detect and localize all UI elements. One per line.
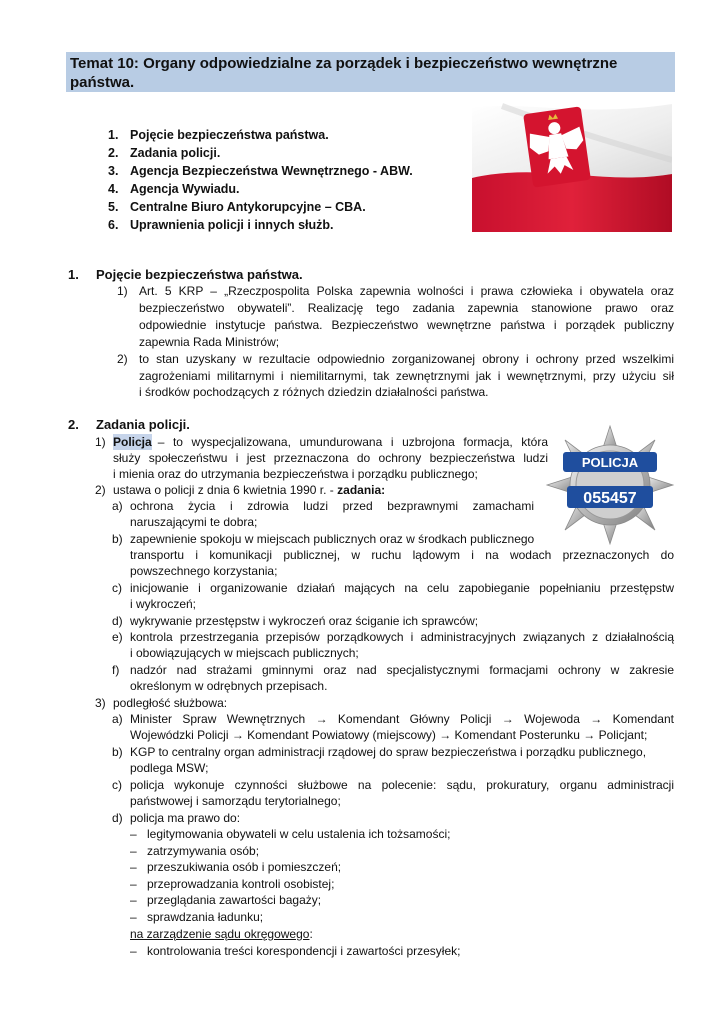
paragraph-line: nadzór nad strażami gminnymi oraz nad specjalistycznymi formacjami ochrony w zakresie	[130, 663, 674, 677]
paragraph-line: służy społeczeństwu i jest przeznaczona do ochrony bezpieczeństwa ludzi	[113, 451, 548, 465]
paragraph-line: naruszającymi te dobra;	[130, 515, 258, 529]
list-marker: c)	[112, 581, 122, 595]
paragraph-line: określonym w odrębnych przepisach.	[130, 679, 328, 693]
list-marker: b)	[112, 532, 123, 546]
paragraph-line: policja ma prawo do:	[130, 811, 241, 825]
toc-item: 5. Centralne Biuro Antykorupcyjne – CBA.	[108, 200, 366, 214]
dash-marker: –	[130, 944, 137, 958]
paragraph-line: i wykroczeń;	[130, 597, 197, 611]
list-marker: c)	[112, 778, 122, 792]
list-marker: d)	[112, 811, 123, 825]
paragraph-line: to stan uzyskany w rezultacie odpowiednio zorganizowanej obrony i ochrony przed wszelkimi	[139, 352, 674, 366]
list-item: przeglądania zawartości bagaży;	[147, 893, 322, 907]
list-marker: a)	[112, 499, 123, 513]
list-marker: d)	[112, 614, 123, 628]
list-marker: 1)	[95, 435, 106, 449]
dash-marker: –	[130, 893, 137, 907]
paragraph-line: odpowiednie instytucje państwa. Bezpieczeństwo wewnętrzne państwa i porządek publiczny	[139, 318, 674, 332]
list-item: legitymowania obywateli w celu ustalenia ich tożsamości;	[147, 827, 451, 841]
list-marker: e)	[112, 630, 123, 644]
paragraph-line: państwowej i samorządu terytorialnego;	[130, 794, 341, 808]
badge-number: 055457	[583, 490, 637, 507]
paragraph-line: podlega MSW;	[130, 761, 209, 775]
toc-item: 1. Pojęcie bezpieczeństwa państwa.	[108, 128, 329, 142]
paragraph-line: i obowiązujących w miejscach publicznych;	[130, 646, 359, 660]
dash-marker: –	[130, 877, 137, 891]
toc-item: 2. Zadania policji.	[108, 146, 221, 160]
toc-item: 3. Agencja Bezpieczeństwa Wewnętrznego - ABW.	[108, 164, 413, 178]
paragraph-line: podległość służbowa:	[113, 696, 228, 710]
list-item: kontrolowania treści korespondencji i zawartości przesyłek;	[147, 944, 461, 958]
paragraph-line: Art. 5 KRP – „Rzeczpospolita Polska zapewnia wolności i prawa człowieka i obywatela oraz	[139, 284, 674, 298]
list-item: sprawdzania ładunku;	[147, 910, 264, 924]
paragraph-line: bezpieczeństwo obywateli”. Realizację tego zadania zapewnia stanowione prawo oraz	[139, 301, 674, 315]
page-title: Temat 10: Organy odpowiedzialne za porządek i bezpieczeństwo wewnętrzne państwa.	[66, 52, 675, 92]
list-marker: f)	[112, 663, 120, 677]
paragraph-line: kontrola przestrzegania przepisów porządkowych i administracyjnych związanych z działalnością	[130, 630, 674, 644]
dash-marker: –	[130, 827, 137, 841]
dash-marker: –	[130, 860, 137, 874]
polish-flag-image	[472, 100, 672, 232]
toc-item: 6. Uprawnienia policji i innych służb.	[108, 218, 334, 232]
paragraph-line: inicjowanie i organizowanie działań mających na celu zapobieganie popełnianiu przestępstw	[130, 581, 674, 595]
paragraph-line: Policja – to wyspecjalizowana, umundurowana i uzbrojona formacja, która	[113, 435, 548, 449]
list-item: przeprowadzania kontroli osobistej;	[147, 877, 335, 891]
paragraph-line: i mienia oraz do utrzymania bezpieczeństwa i porządku publicznego;	[113, 467, 478, 481]
paragraph-line: ustawa o policji z dnia 6 kwietnia 1990 r. - zadania:	[113, 483, 386, 497]
dash-marker: –	[130, 910, 137, 924]
highlighted-term: Policja	[113, 435, 152, 449]
paragraph-line: zagrożeniami militarnymi i niemilitarnymi, tak zewnętrznymi jak i wewnętrznymi, przy użyciu sił	[139, 369, 674, 383]
police-badge-image	[545, 424, 675, 546]
toc-item: 4. Agencja Wywiadu.	[108, 182, 240, 196]
list-item: przeszukiwania osób i pomieszczeń;	[147, 860, 342, 874]
list-marker: b)	[112, 745, 123, 759]
subheading-court-order: na zarządzenie sądu okręgowego:	[130, 927, 313, 941]
paragraph-line: KGP to centralny organ administracji rządowej do spraw bezpieczeństwa i porządku publicznego,	[130, 745, 647, 759]
list-item: zatrzymywania osób;	[147, 844, 260, 858]
dash-marker: –	[130, 844, 137, 858]
paragraph-line: wykrywanie przestępstw i wykroczeń oraz ściganie ich sprawców;	[130, 614, 479, 628]
paragraph-line: zapewnia Rada Ministrów;	[139, 335, 280, 349]
list-marker: 2)	[95, 483, 106, 497]
document-page: Temat 10: Organy odpowiedzialne za porządek i bezpieczeństwo wewnętrzne państwa. 1. Pojęcie bezpieczeństwa państwa. 2. Zadania policji. 3. Agencja Bezpieczeństwa Wewnętrznego - ABW. 4. Agencja Wywiadu. 5. Centralne Biuro Antykorupcyjne – CBA. 6. Uprawnienia policji i innych służb. 1. Pojęcie bezpieczeństwa państwa. 1) Art. 5 KRP – „Rzeczpospolita Polska zapewnia wolności i prawa człowieka i obywatela oraz bezpieczeństwo obywateli”. Realizację tego zadania zapewnia stanowione prawo oraz odpowiednie instytucje państwa. Bezpieczeństwo wewnętrzne państwa i porządek publiczny zapewnia Rada Ministrów; 2) to stan uzyskany w rezultacie odpowiednio zorganizowanej obrony i ochrony przed wszelkimi zagrożeniami militarnymi i niemilitarnymi, tak zewnętrznymi jak i wewnętrznymi, przy użyciu sił i środków pochodzących z różnych dziedzin działalności państwa. 2. Zadania policji. POLICJA 055457 1) Policja – to wyspecjalizowana, umundurowana i uzbrojona formacja, która służy społeczeństwu i jest przeznaczona do ochrony bezpieczeństwa ludzi i mienia oraz do utrzymania bezpieczeństwa i porządku publicznego; 2) ustawa o policji z dnia 6 kwietnia 1990 r. - zadania: a) ochrona życia i zdrowia ludzi przed bezprawnymi zamachami naruszającymi te dobra; b) zapewnienie spokoju w miejscach publicznych oraz w środkach publicznego transportu i komunikacji publicznej, w ruchu lądowym i na wodach przeznaczonych do powszechnego korzystania; c) inicjowanie i organizowanie działań mających na celu zapobieganie popełnianiu przestępstw i wykroczeń; d) wykrywanie przestępstw i wykroczeń oraz ściganie ich sprawców; e) kontrola przestrzegania przepisów porządkowych i administracyjnych związanych z działalnością i obowiązujących w miejscach publicznych; f) nadzór nad strażami gminnymi oraz nad specjalistycznymi formacjami ochrony w zakresie określonym w odrębnych przepisach. 3) podległość służbowa: a) Minister Spraw Wewnętrznych → Komendant Główny Policji → Wojewoda → Komendant Wojewódzki Policji → Komendant Powiatowy (miejscowy) → Komendant Posterunku → Policjant; b) KGP to centralny organ administracji rządowej do spraw bezpieczeństwa i porządku publicznego, podlega MSW; c) policja wykonuje czynności służbowe na polecenie: sądu, prokuratury, organu administracji państwowej i samorządu terytorialnego; d) policja ma prawo do: – legitymowania obywateli w celu ustalenia ich tożsamości; – zatrzymywania osób; – przeszukiwania osób i pomieszczeń; – przeprowadzania kontroli osobistej; – przeglądania zawartości bagaży; – sprawdzania ładunku; na zarządzenie sądu okręgowego: – kontrolowania treści korespondencji i zawartości przesyłek;	[0, 0, 725, 1024]
paragraph-line: i środków pochodzących z różnych dziedzin działalności państwa.	[139, 385, 489, 399]
list-marker: 1)	[117, 284, 128, 298]
paragraph-line: powszechnego korzystania;	[130, 564, 278, 578]
paragraph-line: Wojewódzki Policji → Komendant Powiatowy (miejscowy) → Komendant Posterunku → Policjant;	[130, 728, 648, 742]
paragraph-line: policja wykonuje czynności służbowe na polecenie: sądu, prokuratury, organu administracji	[130, 778, 674, 792]
list-marker: 2)	[117, 352, 128, 366]
list-marker: 3)	[95, 696, 106, 710]
paragraph-line: zapewnienie spokoju w miejscach publicznych oraz w środkach publicznego	[130, 532, 535, 546]
badge-label: POLICJA	[581, 455, 639, 470]
paragraph-line: ochrona życia i zdrowia ludzi przed bezprawnymi zamachami	[130, 499, 534, 513]
paragraph-line: transportu i komunikacji publicznej, w ruchu lądowym i na wodach przeznaczonych do	[130, 548, 674, 562]
list-marker: a)	[112, 712, 123, 726]
paragraph-line: Minister Spraw Wewnętrznych → Komendant Główny Policji → Wojewoda → Komendant	[130, 712, 674, 726]
table-of-contents	[108, 126, 413, 234]
